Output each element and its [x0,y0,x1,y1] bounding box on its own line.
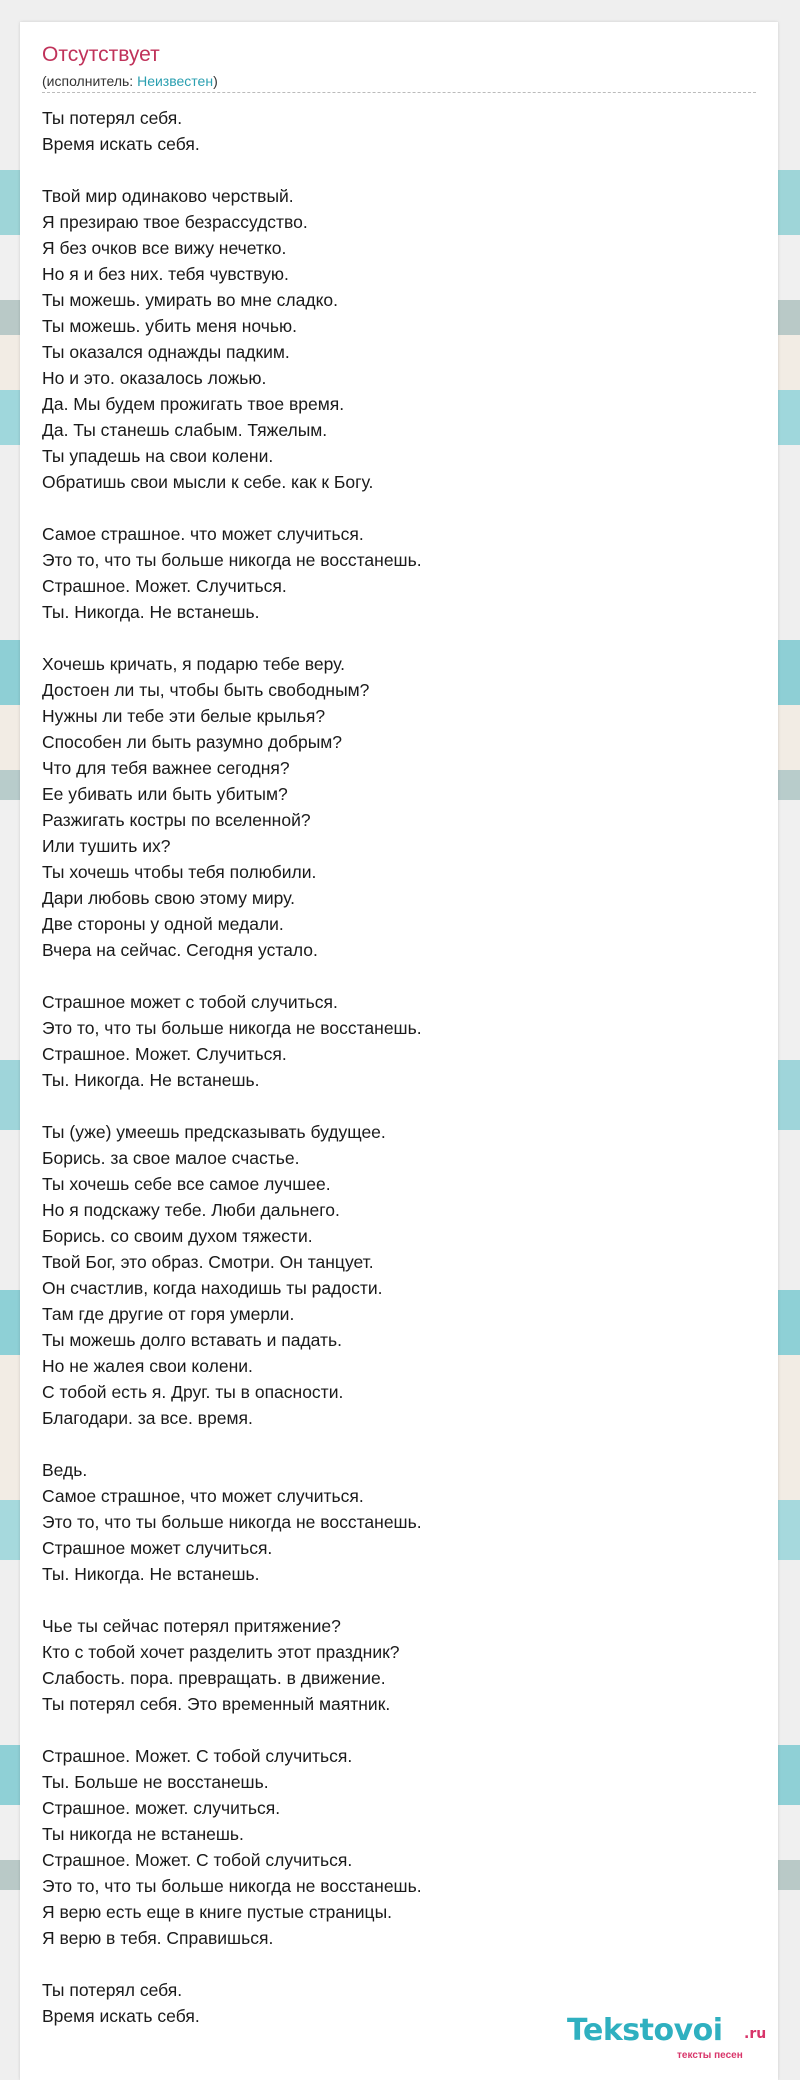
lyrics-line: Ты потерял себя. [42,1980,183,2000]
lyrics-line: Страшное. Может. Случиться. [42,576,287,596]
lyrics-stanza [42,1119,742,1431]
artist-link[interactable]: Неизвестен [137,73,214,89]
lyrics-line: Ты упадешь на свои колени. [42,446,274,466]
lyrics-line: Но я и без них. тебя чувствую. [42,264,289,284]
lyrics-text [42,105,742,2055]
lyrics-line: Я презираю твое безрассудство. [42,212,308,232]
lyrics-line: Ты можешь. умирать во мне сладко. [42,290,339,310]
lyrics-line: Ты никогда не встанешь. [42,1824,244,1844]
lyrics-stanza [42,1743,742,1951]
lyrics-line: Борись. за свое малое счастье. [42,1148,300,1168]
lyrics-line: Ты. Никогда. Не встанешь. [42,1564,260,1584]
lyrics-line: Твой Бог, это образ. Смотри. Он танцует. [42,1252,374,1272]
lyrics-line: Ты. Никогда. Не встанешь. [42,1070,260,1090]
lyrics-line: Ты хочешь себе все самое лучшее. [42,1174,331,1194]
lyrics-line: Ты можешь долго вставать и падать. [42,1330,342,1350]
lyrics-line: Страшное. Может. Случиться. [42,1044,287,1064]
lyrics-line: Ты (уже) умеешь предсказывать будущее. [42,1122,386,1142]
lyrics-line: Но я подскажу тебе. Люби дальнего. [42,1200,340,1220]
lyrics-stanza [42,105,742,157]
lyrics-line: Ведь. [42,1460,88,1480]
lyrics-line: Время искать себя. [42,134,200,154]
song-title: Отсутствует [42,43,160,66]
lyrics-line: Это то, что ты больше никогда не восстанешь. [42,550,422,570]
lyrics-line: С тобой есть я. Друг. ты в опасности. [42,1382,344,1402]
lyrics-stanza [42,651,742,963]
lyrics-line: Страшное может с тобой случиться. [42,992,338,1012]
lyrics-line: Борись. со своим духом тяжести. [42,1226,313,1246]
lyrics-line: Слабость. пора. превращать. в движение. [42,1668,386,1688]
lyrics-line: Страшное. может. случиться. [42,1798,281,1818]
lyrics-stanza [42,1613,742,1717]
lyrics-line: Ты потерял себя. Это временный маятник. [42,1694,391,1714]
lyrics-line: Время искать себя. [42,2006,200,2026]
lyrics-line: Дари любовь свою этому миру. [42,888,296,908]
artist-prefix: (исполнитель: [42,73,138,89]
lyrics-line: Обратишь свои мысли к себе. как к Богу. [42,472,374,492]
lyrics-line: Но не жалея свои колени. [42,1356,253,1376]
lyrics-line: Страшное. Может. С тобой случиться. [42,1746,353,1766]
site-logo[interactable] [567,2013,772,2065]
lyrics-line: Ты оказался однажды падким. [42,342,290,362]
lyrics-line: Самое страшное, что может случиться. [42,1486,364,1506]
logo-wordmark: Tekstovoi [567,2013,723,2048]
lyrics-line: Ты. Никогда. Не встанешь. [42,602,260,622]
lyrics-line: Ты хочешь чтобы тебя полюбили. [42,862,317,882]
lyrics-stanza [42,183,742,495]
logo-tld: .ru [744,2026,767,2042]
lyrics-line: Но и это. оказалось ложью. [42,368,267,388]
lyrics-line: Да. Мы будем прожигать твое время. [42,394,345,414]
lyrics-line: Страшное может случиться. [42,1538,273,1558]
lyrics-line: Ты. Больше не восстанешь. [42,1772,269,1792]
lyrics-line: Это то, что ты больше никогда не восстанешь. [42,1512,422,1532]
lyrics-stanza [42,989,742,1093]
lyrics-line: Хочешь кричать, я подарю тебе веру. [42,654,346,674]
lyrics-line: Я без очков все вижу нечетко. [42,238,287,258]
lyrics-line: Разжигать костры по вселенной? [42,810,311,830]
lyrics-line: Или тушить их? [42,836,171,856]
lyrics-line: Я верю есть еще в книге пустые страницы. [42,1902,393,1922]
logo-subtitle: тексты песен [677,2050,743,2061]
lyrics-line: Он счастлив, когда находишь ты радости. [42,1278,383,1298]
lyrics-line: Это то, что ты больше никогда не восстанешь. [42,1876,422,1896]
lyrics-line: Это то, что ты больше никогда не восстанешь. [42,1018,422,1038]
lyrics-line: Твой мир одинаково черствый. [42,186,294,206]
lyrics-stanza [42,1457,742,1587]
artist-line [42,73,218,89]
lyrics-line: Вчера на сейчас. Сегодня устало. [42,940,318,960]
lyrics-line: Ты потерял себя. [42,108,183,128]
lyrics-line: Что для тебя важнее сегодня? [42,758,290,778]
lyrics-line: Достоен ли ты, чтобы быть свободным? [42,680,370,700]
lyrics-line: Ты можешь. убить меня ночью. [42,316,297,336]
lyrics-line: Там где другие от горя умерли. [42,1304,295,1324]
lyrics-line: Ее убивать или быть убитым? [42,784,288,804]
lyrics-line: Чье ты сейчас потерял притяжение? [42,1616,341,1636]
lyrics-stanza [42,521,742,625]
lyrics-line: Самое страшное. что может случиться. [42,524,364,544]
lyrics-line: Нужны ли тебе эти белые крылья? [42,706,326,726]
title-divider [42,92,756,93]
lyrics-line: Да. Ты станешь слабым. Тяжелым. [42,420,328,440]
artist-suffix: ) [213,73,218,89]
lyrics-line: Благодари. за все. время. [42,1408,253,1428]
lyrics-line: Кто с тобой хочет разделить этот праздник? [42,1642,400,1662]
lyrics-line: Две стороны у одной медали. [42,914,284,934]
lyrics-line: Способен ли быть разумно добрым? [42,732,343,752]
lyrics-line: Я верю в тебя. Справишься. [42,1928,274,1948]
lyrics-line: Страшное. Может. С тобой случиться. [42,1850,353,1870]
